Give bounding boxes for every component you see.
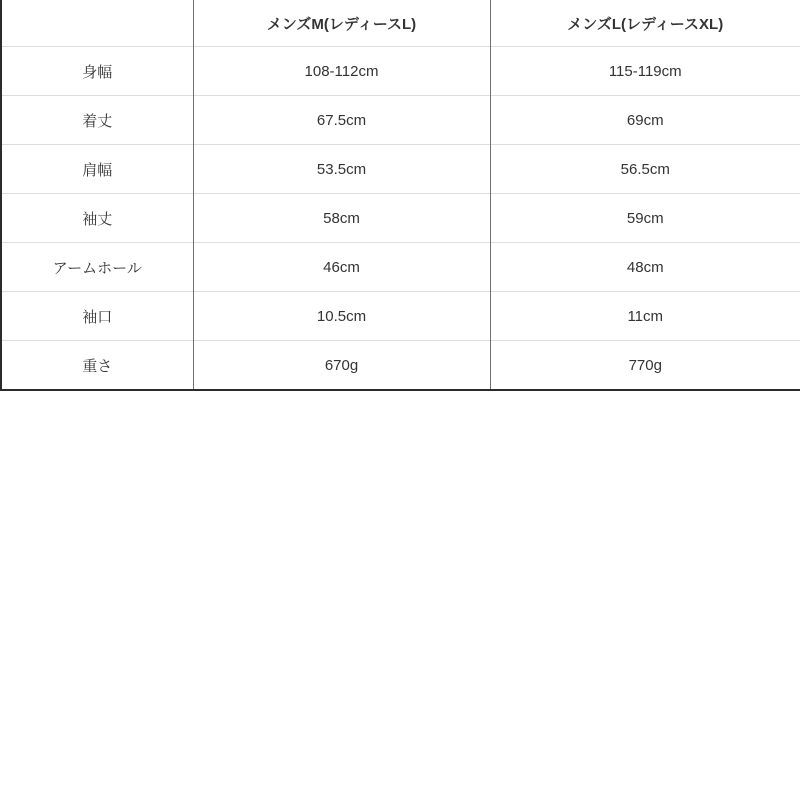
size-value-cell: 56.5cm — [490, 145, 800, 194]
size-value-cell: 48cm — [490, 243, 800, 292]
column-header-mens-m: メンズM(レディースL) — [193, 0, 490, 47]
row-label: 重さ — [1, 341, 193, 391]
table-row-armhole — [1, 243, 800, 292]
size-chart-table — [0, 0, 800, 391]
size-value-cell: 58cm — [193, 194, 490, 243]
column-header-mens-l: メンズL(レディースXL) — [490, 0, 800, 47]
table-row-shoulder-width — [1, 145, 800, 194]
table-row-weight — [1, 341, 800, 391]
header-row — [1, 0, 800, 47]
size-value-cell: 670g — [193, 341, 490, 391]
size-value-cell: 59cm — [490, 194, 800, 243]
size-value-cell: 53.5cm — [193, 145, 490, 194]
size-value-cell: 770g — [490, 341, 800, 391]
size-value-cell: 115-119cm — [490, 47, 800, 96]
table-row-sleeve-length — [1, 194, 800, 243]
size-value-cell: 67.5cm — [193, 96, 490, 145]
row-label: 袖丈 — [1, 194, 193, 243]
row-label: 身幅 — [1, 47, 193, 96]
size-value-cell: 11cm — [490, 292, 800, 341]
row-label: 袖口 — [1, 292, 193, 341]
row-label: 着丈 — [1, 96, 193, 145]
table-row-body-width — [1, 47, 800, 96]
size-value-cell: 46cm — [193, 243, 490, 292]
size-value-cell: 69cm — [490, 96, 800, 145]
size-value-cell: 10.5cm — [193, 292, 490, 341]
size-value-cell: 108-112cm — [193, 47, 490, 96]
table-row-cuff — [1, 292, 800, 341]
row-label: 肩幅 — [1, 145, 193, 194]
row-label: アームホール — [1, 243, 193, 292]
corner-cell — [1, 0, 193, 47]
table-row-length — [1, 96, 800, 145]
